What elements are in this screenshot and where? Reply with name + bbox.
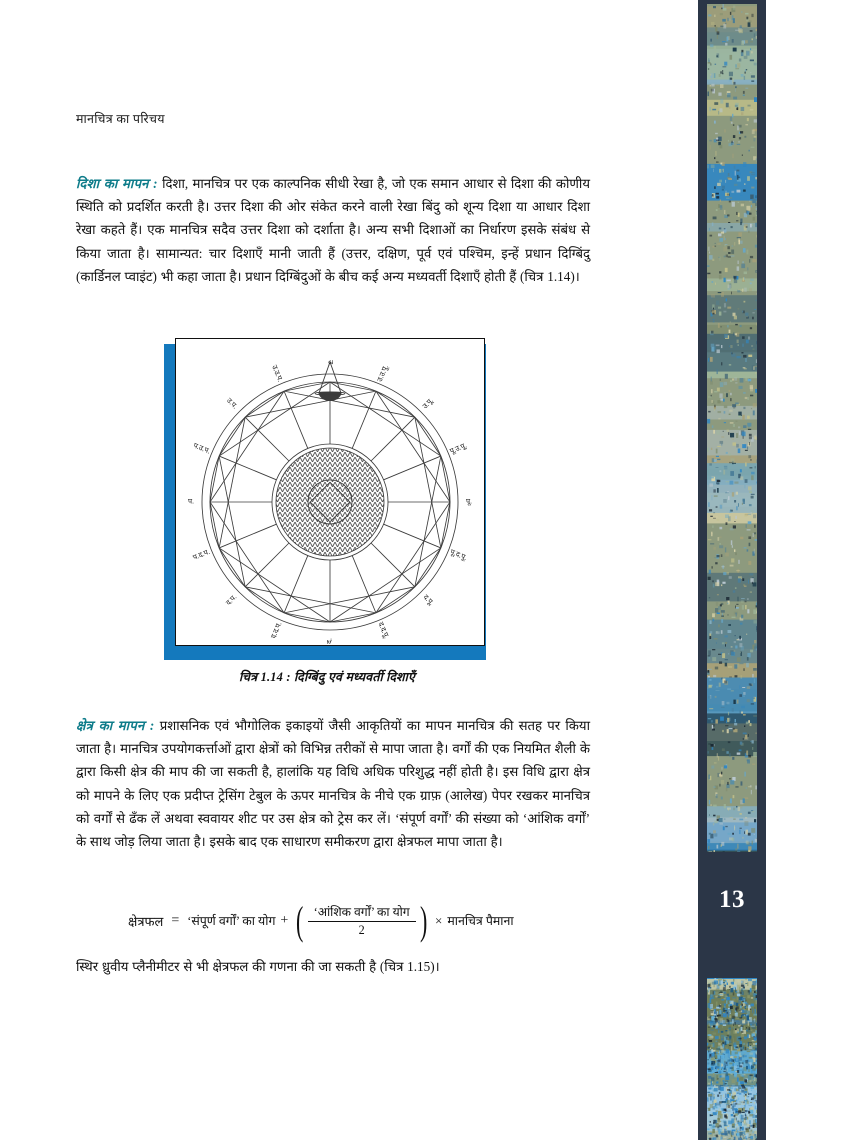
spoke-east-southeast [384, 524, 441, 548]
compass-needle-icon [315, 362, 345, 401]
chord-south-southwest-to-west [210, 502, 284, 613]
compass-label-north-northeast: उ.उ.पू. [375, 363, 390, 383]
spoke-east-northeast [384, 456, 441, 480]
spoke-north-northeast [352, 391, 376, 448]
formula-lhs: क्षेत्रफल [128, 913, 164, 929]
page-number: 13 [719, 886, 745, 913]
paragraph-direction-measurement [76, 172, 590, 288]
chord-west-to-north-northwest [210, 391, 284, 502]
formula-fraction [308, 903, 416, 938]
compass-label-south-southeast: द.द.पू. [376, 620, 391, 640]
running-header: मानचित्र का परिचय [76, 112, 165, 126]
compass-label-west: प. [188, 497, 194, 506]
spoke-west-southwest [219, 524, 276, 548]
formula-denominator: 2 [358, 923, 365, 938]
section-heading-direction: दिशा का मापन : [76, 176, 158, 191]
formula-plus: + [280, 912, 289, 928]
spoke-south-southeast [352, 556, 376, 613]
compass-label-southeast: द.पू. [421, 593, 436, 607]
chord-north-northeast-to-east [376, 391, 450, 502]
compass-label-northeast: उ.पू. [421, 396, 435, 411]
spoke-south-southwest [284, 556, 308, 613]
compass-label-east: पू. [466, 497, 472, 506]
figure-white-plate [175, 338, 485, 646]
compass-rose-diagram [176, 339, 484, 645]
section-heading-area: क्षेत्र का मापन : [76, 718, 155, 733]
figure-caption: चित्र 1.14 : दिग्बिंदु एवं मध्यवर्ती दिशाएँ [238, 670, 416, 684]
content-column [76, 0, 590, 1140]
satellite-texture-icon-2 [707, 978, 757, 1140]
satellite-texture-icon [707, 4, 757, 852]
hub-hatched-disc [276, 448, 384, 556]
compass-label-east-northeast: पू.उ.पू. [448, 441, 468, 456]
spoke-west-northwest [219, 456, 276, 480]
formula-term-complete-squares: ‘संपूर्ण वर्गों’ का योग [187, 914, 276, 929]
compass-label-west-northwest: प.उ.प. [192, 441, 212, 456]
chord-north-to-east-northeast [330, 382, 441, 456]
formula-equals: = [171, 912, 180, 928]
compass-label-northwest: उ.प. [225, 396, 239, 411]
area-formula: क्षेत्रफल = ‘संपूर्ण वर्गों’ का योग + ( $\frac{\text{‘आंशिक वर्गों’ का योग}}{2}$ ) × मानचित्र पैमाना [128, 897, 514, 943]
paragraph-area-measurement [76, 714, 590, 853]
compass-label-southwest: द.प. [224, 593, 239, 607]
compass-label-north: उ. [326, 360, 335, 366]
formula-times: × [435, 912, 443, 928]
compass-label-east-southeast: पू.द.पू. [448, 547, 469, 562]
chord-west-northwest-to-north [219, 382, 330, 456]
chord-south-to-west-southwest [219, 548, 330, 622]
chord-east-to-south-southeast [376, 502, 450, 613]
spoke-north-northwest [284, 391, 308, 448]
compass-label-west-southwest: प.द.प. [191, 547, 212, 562]
chord-east-southeast-to-south [330, 548, 441, 622]
band-texture-lower [707, 978, 757, 1140]
paragraph-planimeter: स्थिर ध्रुवीय प्लैनीमीटर से भी क्षेत्रफल की गणना की जा सकती है (चित्र 1.15)। [76, 959, 440, 974]
compass-label-north-northwest: उ.उ.प. [270, 363, 285, 383]
section-body-area: प्रशासनिक एवं भौगोलिक इकाइयों जैसी आकृतियों का मापन मानचित्र की सतह पर किया जाता है। मानचित्र उपयोगकर्त्ताओं द्वारा क्षेत्रों को विभिन्न तरीकों से मापा जाता है। वर्गों की एक नियमित शैली के द्वारा किसी क्षेत्र की माप की जा सकती है, हालांकि यह विधि अधिक परिशुद्ध नहीं होती है। इस विधि द्वारा क्षेत्र को मापने के लिए एक प्रदीप्त ट्रेसिंग टेबुल के ऊपर मानचित्र के नीचे एक ग्राफ़ (आलेख) पेपर रखकर मानचित्र को वर्गों से ढँक लें अथवा स्ववायर शीट पर उस क्षेत्र को ट्रेस कर लें। ‘संपूर्ण वर्गों’ की संख्या को ‘आंशिक वर्गों’ के साथ जोड़ लिया जाता है। इसके बाद एक साधारण समीकरण द्वारा क्षेत्रफल मापा जाता है। [76, 718, 590, 850]
formula-term-map-scale: मानचित्र पैमाना [447, 914, 514, 929]
formula-numerator: ‘आंशिक वर्गों’ का योग [313, 905, 410, 919]
decorative-side-band [698, 0, 850, 1140]
compass-label-south: द. [325, 638, 334, 644]
section-body-direction: दिशा, मानचित्र पर एक काल्पनिक सीधी रेखा है, जो एक समान आधार से दिशा की कोणीय स्थिति को प्रदर्शित करती है। उत्तर दिशा की ओर संकेत करने वाली रेखा बिंदु को शून्य दिशा या आधार दिशा रेखा कहते हैं। एक मानचित्र सदैव उत्तर दिशा को दर्शाता है। अन्य सभी दिशाओं का निर्धारण इसके संबंध से किया जाता है। सामान्यत: चार दिशाएँ मानी जाती हैं (उत्तर, दक्षिण, पूर्व एवं पश्चिम, इन्हें प्रधान दिग्बिंदु (कार्डिनल प्वाइंट) भी कहा जाता है। प्रधान दिग्बिंदुओं के बीच कई अन्य मध्यवर्ती दिशाएँ होती हैं (चित्र 1.14)। [76, 176, 590, 284]
compass-label-south-southwest: द.द.प. [269, 620, 284, 640]
band-texture-upper [707, 4, 757, 852]
